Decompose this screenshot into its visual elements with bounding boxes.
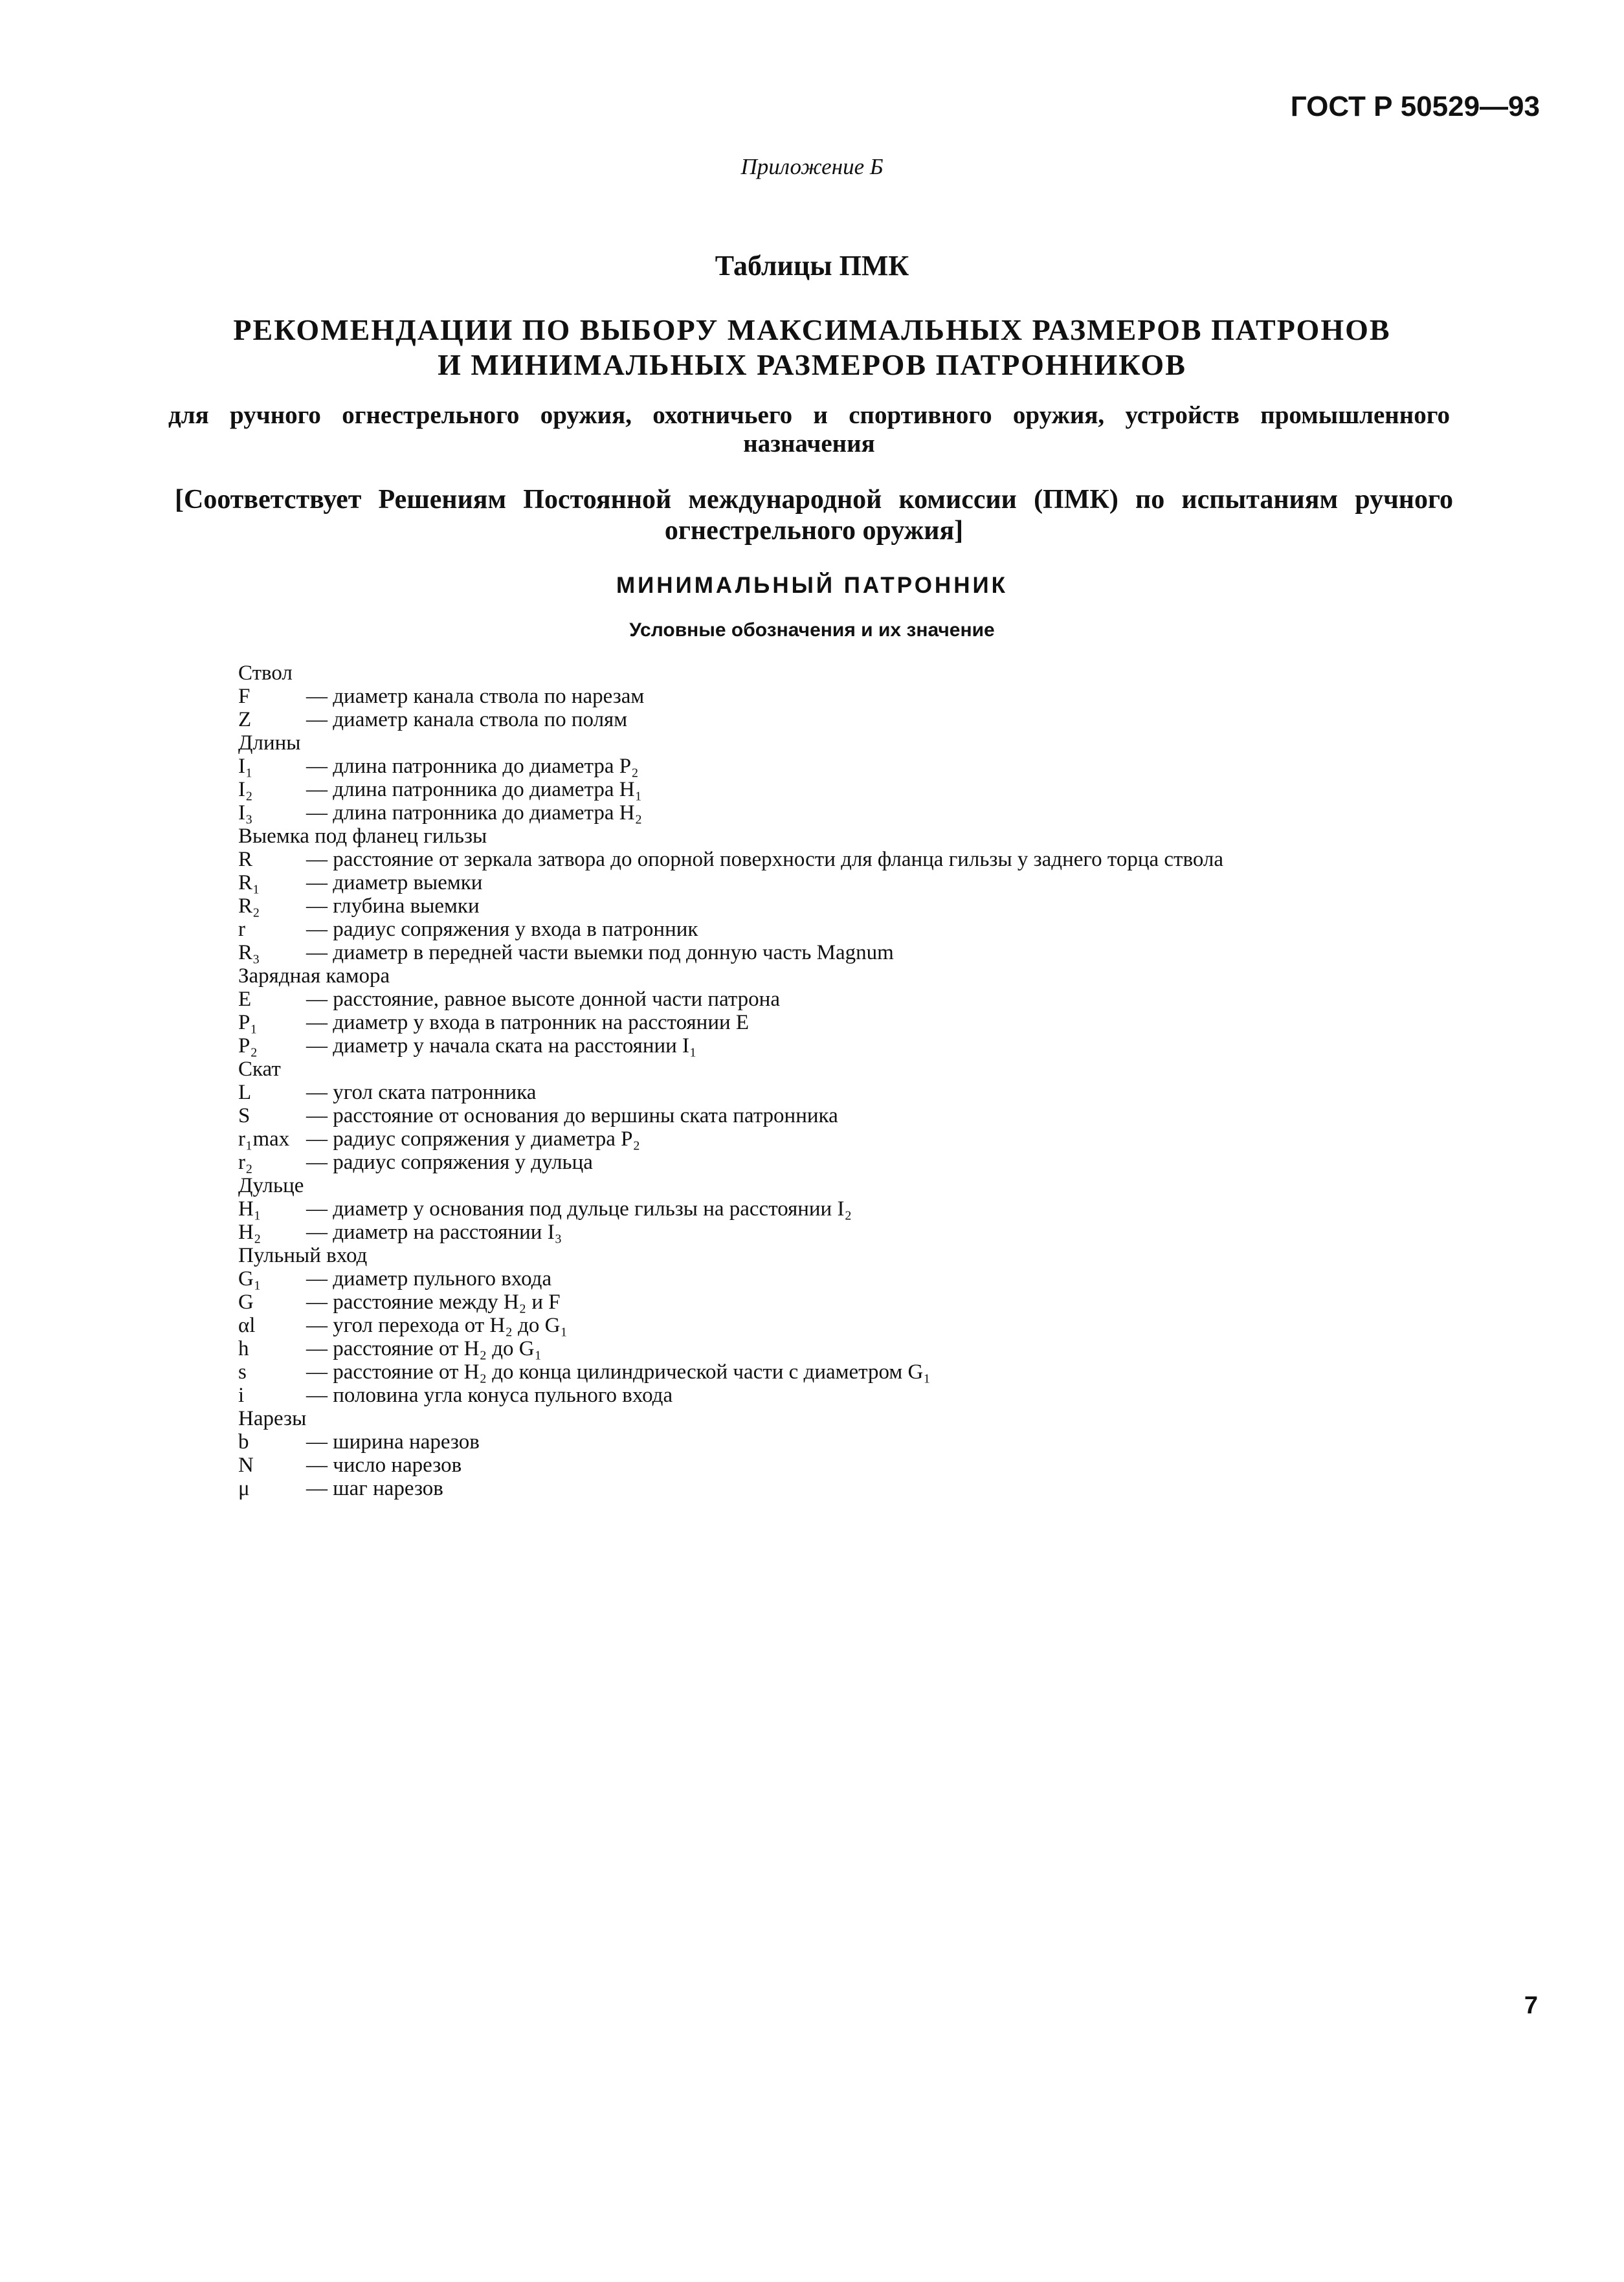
legend-item bbox=[238, 1081, 1339, 1104]
legend-symbol: R bbox=[238, 848, 253, 871]
legend-description: — глубина выемки bbox=[306, 894, 480, 918]
legend-symbol: G bbox=[238, 1291, 254, 1314]
legend-description: — ширина нарезов bbox=[306, 1430, 480, 1454]
legend-symbol: R₁ bbox=[238, 871, 260, 894]
legend-description: — диаметр на расстоянии I₃ bbox=[306, 1221, 562, 1244]
legend-item bbox=[238, 1151, 1339, 1174]
legend-symbol: N bbox=[238, 1454, 254, 1477]
legend-description: — диаметр у входа в патронник на расстоянии E bbox=[306, 1011, 750, 1034]
legend-group-title: Нарезы bbox=[238, 1407, 307, 1430]
legend-item bbox=[238, 1454, 1339, 1477]
legend-symbol: r₂ bbox=[238, 1151, 253, 1174]
legend-group bbox=[238, 825, 1339, 964]
legend-symbol: h bbox=[238, 1337, 249, 1360]
legend-symbol: r₁max bbox=[238, 1127, 290, 1151]
appendix-label: Приложение Б bbox=[740, 154, 884, 179]
legend-symbol: G₁ bbox=[238, 1267, 261, 1291]
legend-description: — радиус сопряжения у диаметра P₂ bbox=[306, 1127, 640, 1151]
legend-item bbox=[238, 918, 1339, 941]
legend-symbol: b bbox=[238, 1430, 249, 1454]
legend-group bbox=[238, 1058, 1339, 1174]
legend-description: — расстояние, равное высоте донной части патрона bbox=[306, 988, 780, 1011]
tables-title: Таблицы ПМК bbox=[715, 250, 909, 282]
legend-title: Условные обозначения и их значение bbox=[629, 619, 995, 641]
legend-description: — диаметр пульного входа bbox=[306, 1267, 552, 1291]
legend-item bbox=[238, 708, 1339, 731]
legend-group-title: Пульный вход bbox=[238, 1244, 368, 1267]
legend-group-title: Скат bbox=[238, 1058, 281, 1081]
legend-item bbox=[238, 1011, 1339, 1034]
legend-item bbox=[238, 988, 1339, 1011]
legend-group bbox=[238, 661, 1339, 731]
legend-description: — половина угла конуса пульного входа bbox=[306, 1384, 673, 1407]
legend-symbol: P₂ bbox=[238, 1034, 258, 1058]
document-code: ГОСТ Р 50529—93 bbox=[1290, 91, 1540, 122]
page-number: 7 bbox=[1524, 1992, 1538, 2019]
legend-group-title: Выемка под фланец гильзы bbox=[238, 825, 487, 848]
legend-item bbox=[238, 1430, 1339, 1454]
legend-description: — число нарезов bbox=[306, 1454, 462, 1477]
legend-item bbox=[238, 871, 1339, 894]
main-title-line-1: РЕКОМЕНДАЦИИ ПО ВЫБОРУ МАКСИМАЛЬНЫХ РАЗМЕРОВ ПАТРОНОВ bbox=[233, 313, 1391, 346]
legend-item bbox=[238, 1291, 1339, 1314]
legend-symbol: S bbox=[238, 1104, 250, 1127]
legend-item bbox=[238, 1197, 1339, 1221]
subtitle: для ручного огнестрельного оружия, охотничьего и спортивного оружия, устройств промышленного назначения bbox=[168, 401, 1450, 458]
legend-symbol: r bbox=[238, 918, 245, 941]
legend-description: — шаг нарезов bbox=[306, 1477, 443, 1500]
section-title: МИНИМАЛЬНЫЙ ПАТРОННИК bbox=[616, 573, 1008, 598]
legend-item bbox=[238, 1314, 1339, 1337]
conformity-note: [Соответствует Решениям Постоянной международной комиссии (ПМК) по испытаниям ручного огнестрельного оружия] bbox=[175, 485, 1453, 546]
main-title-line-2: И МИНИМАЛЬНЫХ РАЗМЕРОВ ПАТРОННИКОВ bbox=[438, 348, 1186, 381]
legend-item bbox=[238, 848, 1339, 871]
legend-symbol: F bbox=[238, 685, 250, 708]
legend-symbol: s bbox=[238, 1360, 247, 1384]
legend-symbol: R₃ bbox=[238, 941, 260, 964]
legend-description: — диаметр в передней части выемки под донную часть Magnum bbox=[306, 941, 894, 964]
legend-description: — расстояние от основания до вершины ската патронника bbox=[306, 1104, 838, 1127]
legend-item bbox=[238, 894, 1339, 918]
legend-description: — радиус сопряжения у дульца bbox=[306, 1151, 593, 1174]
legend-symbol: R₂ bbox=[238, 894, 260, 918]
legend-description: — диаметр у основания под дульце гильзы на расстоянии I₂ bbox=[306, 1197, 852, 1221]
legend-symbol: i bbox=[238, 1384, 245, 1407]
legend-symbol: P₁ bbox=[238, 1011, 258, 1034]
legend-item bbox=[238, 1384, 1339, 1407]
legend-list bbox=[238, 661, 1339, 1500]
legend-item bbox=[238, 778, 1339, 801]
legend-item bbox=[238, 1127, 1339, 1151]
legend-description: — радиус сопряжения у входа в патронник bbox=[306, 918, 698, 941]
legend-symbol: Z bbox=[238, 708, 252, 731]
legend-item bbox=[238, 1221, 1339, 1244]
legend-description: — длина патронника до диаметра P₂ bbox=[306, 755, 639, 778]
legend-group-title: Дульце bbox=[238, 1174, 304, 1197]
legend-symbol: I₁ bbox=[238, 755, 253, 778]
legend-description: — длина патронника до диаметра H₂ bbox=[306, 801, 643, 825]
legend-item bbox=[238, 941, 1339, 964]
legend-group bbox=[238, 1244, 1339, 1407]
legend-description: — расстояние от зеркала затвора до опорной поверхности для фланца гильзы у заднего торца ствола bbox=[306, 848, 1224, 871]
legend-item bbox=[238, 755, 1339, 778]
legend-symbol: μ bbox=[238, 1477, 250, 1500]
legend-group-title: Зарядная камора bbox=[238, 964, 390, 988]
legend-description: — расстояние от H₂ до G₁ bbox=[306, 1337, 542, 1360]
legend-symbol: L bbox=[238, 1081, 252, 1104]
legend-description: — угол перехода от H₂ до G₁ bbox=[306, 1314, 568, 1337]
legend-item bbox=[238, 685, 1339, 708]
main-title bbox=[0, 313, 1624, 382]
legend-symbol: I₃ bbox=[238, 801, 253, 825]
legend-description: — диаметр канала ствола по полям bbox=[306, 708, 628, 731]
legend-symbol: H₂ bbox=[238, 1221, 261, 1244]
legend-description: — диаметр канала ствола по нарезам bbox=[306, 685, 645, 708]
legend-description: — диаметр выемки bbox=[306, 871, 483, 894]
legend-symbol: αl bbox=[238, 1314, 256, 1337]
legend-item bbox=[238, 1477, 1339, 1500]
legend-symbol: H₁ bbox=[238, 1197, 261, 1221]
legend-description: — диаметр у начала ската на расстоянии I₁ bbox=[306, 1034, 697, 1058]
legend-symbol: E bbox=[238, 988, 252, 1011]
legend-symbol: I₂ bbox=[238, 778, 253, 801]
legend-description: — угол ската патронника bbox=[306, 1081, 537, 1104]
legend-group bbox=[238, 1407, 1339, 1500]
legend-item bbox=[238, 1104, 1339, 1127]
legend-item bbox=[238, 1034, 1339, 1058]
legend-group-title: Ствол bbox=[238, 661, 293, 685]
legend-group-title: Длины bbox=[238, 731, 301, 755]
legend-item bbox=[238, 1337, 1339, 1360]
legend-item bbox=[238, 1360, 1339, 1384]
legend-item bbox=[238, 1267, 1339, 1291]
legend-description: — длина патронника до диаметра H₁ bbox=[306, 778, 643, 801]
legend-description: — расстояние от H₂ до конца цилиндрической части с диаметром G₁ bbox=[306, 1360, 931, 1384]
legend-group bbox=[238, 964, 1339, 1058]
legend-group bbox=[238, 731, 1339, 825]
legend-description: — расстояние между H₂ и F bbox=[306, 1291, 561, 1314]
legend-group bbox=[238, 1174, 1339, 1244]
legend-item bbox=[238, 801, 1339, 825]
